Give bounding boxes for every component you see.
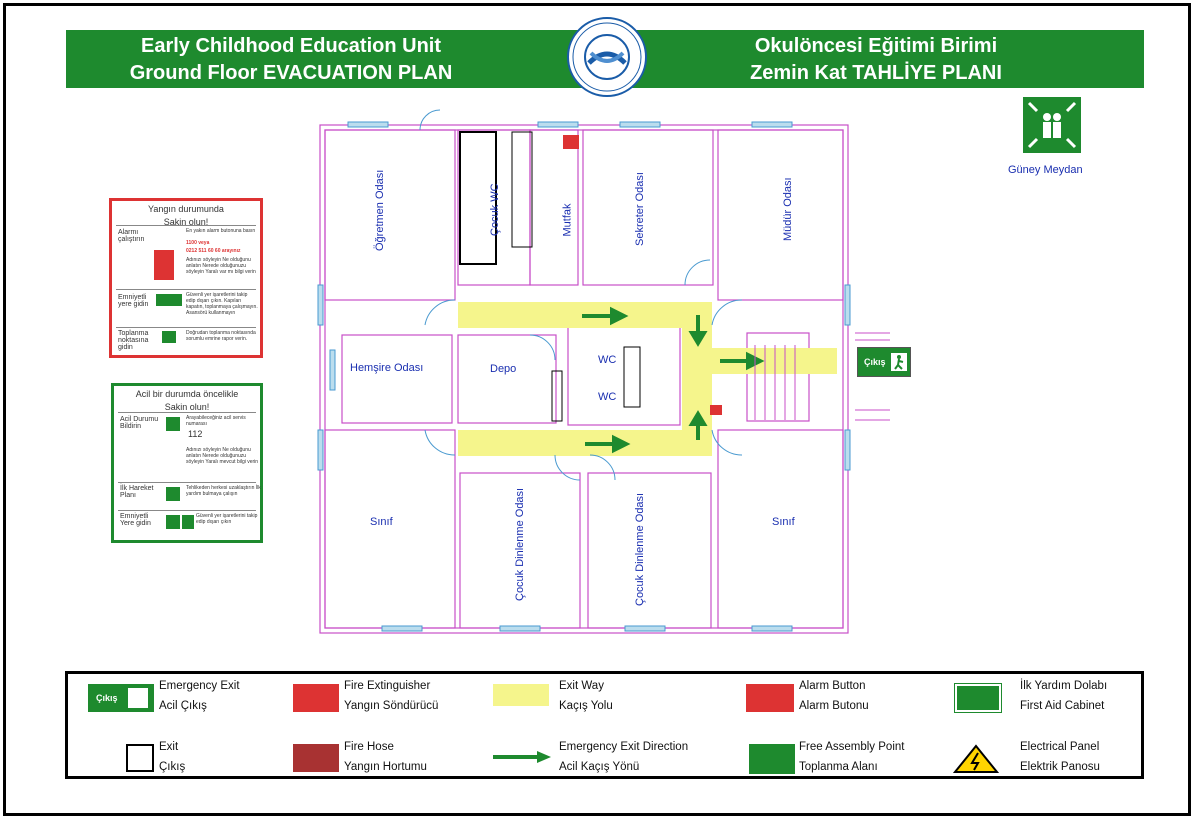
- assembly-point-sign: [1023, 97, 1081, 153]
- assembly-point-icon: [162, 331, 176, 343]
- fire-instructions-sign: [109, 198, 263, 358]
- legend-fire-ext-en: Fire Extinguisher: [344, 680, 431, 692]
- assembly-point-icon: [749, 744, 795, 774]
- red-sign-title1: Yangın durumunda: [148, 204, 224, 214]
- room-wc1: WC: [598, 354, 617, 366]
- green-r1-text2: Adınızı söyleyin Ne olduğunu anlatın Nerede olduğunuzu söyleyin Yaralı mevcut bilgi verin: [186, 447, 259, 465]
- room-wc2: WC: [598, 391, 617, 403]
- arrow-right-icon: [182, 515, 194, 529]
- room-sinif-left: Sınıf: [370, 516, 393, 528]
- green-r1-label: Acil Durumu Bildirin: [120, 416, 159, 430]
- green-r3-text: Güvenli yer işaretlerini takip edip dışarı çıkın: [196, 513, 258, 525]
- exit-icon: [126, 744, 154, 772]
- room-mudur: Müdür Odası: [782, 177, 794, 241]
- green-r2-text: Tehlikeden herkesi uzaklaştırın İlk yardım bulmaya çalışın: [186, 485, 261, 497]
- legend-emergency-exit-tr: Acil Çıkış: [159, 700, 207, 712]
- phone-icon: [166, 417, 180, 431]
- room-ogretmen: Öğretmen Odası: [374, 169, 386, 251]
- legend-exit-tr: Çıkış: [159, 761, 186, 773]
- alarm-button-icon: [746, 684, 794, 712]
- legend: [65, 671, 1144, 779]
- assembly-point-label: Güney Meydan: [1008, 164, 1083, 176]
- legend-exit-en: Exit: [159, 741, 179, 753]
- first-aid-cabinet-icon: [955, 684, 1001, 712]
- green-sign-title1: Acil bir durumda öncelikle: [135, 389, 239, 399]
- room-cocuk-dinlenme-2: Çocuk Dinlenme Odası: [634, 492, 646, 606]
- legend-first-aid-tr: İlk Yardım Dolabı: [1020, 680, 1108, 692]
- red-sign-title2: Sakin olun!: [163, 217, 209, 227]
- fire-extinguisher-icon: [293, 684, 339, 712]
- legend-first-aid-en: First Aid Cabinet: [1020, 700, 1105, 712]
- title-en-line2: Ground Floor EVACUATION PLAN: [129, 62, 453, 84]
- legend-exit-way-tr: Kaçış Yolu: [559, 700, 613, 712]
- room-hemsire: Hemşire Odası: [350, 362, 424, 374]
- legend-assembly-tr: Toplanma Alanı: [799, 761, 878, 773]
- room-depo: Depo: [490, 363, 517, 375]
- building-outline: [320, 125, 848, 633]
- room-cocuk-dinlenme-1: Çocuk Dinlenme Odası: [514, 487, 526, 601]
- legend-assembly-en: Free Assembly Point: [799, 741, 905, 753]
- title-tr-line2: Zemin Kat TAHLİYE PLANI: [750, 62, 1002, 84]
- alarm-button-icon: [154, 250, 174, 280]
- exit-direction-arrow-icon: [493, 750, 551, 764]
- red-r1-text2: Adınızı söyleyin Ne olduğunu anlatın Nerede olduğunuzu söyleyin Yaralı var mı bilgi verin: [186, 257, 256, 275]
- exit-sign: [857, 347, 911, 377]
- green-r1-text: Arayabileceğiniz acil servis numarası: [186, 415, 246, 427]
- legend-fire-ext-tr: Yangın Söndürücü: [344, 700, 439, 712]
- legend-exit-way-en: Exit Way: [559, 680, 604, 692]
- legend-exit-dir-en: Emergency Exit Direction: [559, 741, 689, 753]
- room-sinif-right: Sınıf: [772, 516, 795, 528]
- red-r1-phone2: 0212 511 60 60 arayınız: [186, 248, 241, 254]
- green-r2-label: İlk Hareket Planı: [120, 485, 154, 499]
- red-r3-label: Toplanma noktasına gidin: [118, 330, 149, 351]
- first-aid-icon: [166, 487, 180, 501]
- green-sign-title2: Sakin olun!: [164, 402, 210, 412]
- running-man-icon: [890, 352, 908, 372]
- legend-alarm-en: Alarm Button: [799, 680, 866, 692]
- room-cocuk-wc: Çocuk WC: [489, 183, 501, 236]
- room-sekreter: Sekreter Odası: [634, 172, 646, 246]
- red-r1-phone1: 1100 veya: [186, 240, 210, 246]
- fire-extinguisher-icon: [563, 135, 579, 149]
- exit-arrow-icon: [156, 294, 182, 306]
- red-r2-label: Emniyetli yere gidin: [118, 294, 149, 308]
- legend-fire-hose-tr: Yangın Hortumu: [344, 761, 427, 773]
- exit-sign-label: Çıkış: [864, 357, 886, 367]
- red-r1-label: Alarmı çalıştırın: [118, 229, 145, 243]
- running-man-icon: [166, 515, 180, 529]
- electrical-panel-icon: [953, 744, 999, 774]
- legend-alarm-tr: Alarm Butonu: [799, 700, 869, 712]
- legend-exit-dir-tr: Acil Kaçış Yönü: [559, 761, 640, 773]
- legend-elec-tr: Elektrik Panosu: [1020, 761, 1100, 773]
- red-r1-text: En yakın alarm butonuna basın: [186, 228, 256, 234]
- green-r3-label: Emniyetli Yere gidin: [120, 513, 151, 527]
- exit-way-path: [458, 302, 837, 456]
- legend-fire-hose-en: Fire Hose: [344, 741, 394, 753]
- windows: [318, 122, 850, 631]
- legend-elec-en: Electrical Panel: [1020, 741, 1100, 753]
- title-en-line1: Early Childhood Education Unit: [141, 35, 441, 57]
- exit-direction-arrows: [582, 310, 760, 450]
- legend-exit-badge: Çıkış: [96, 693, 118, 703]
- legend-emergency-exit-en: Emergency Exit: [159, 680, 240, 692]
- fire-hose-icon: [293, 744, 339, 772]
- alarm-button-icon: [710, 405, 722, 415]
- wc-fixtures: [460, 132, 640, 421]
- assembly-point-icon: [1023, 97, 1081, 153]
- emergency-exit-icon: [88, 684, 154, 712]
- green-r1-number: 112: [188, 429, 203, 439]
- title-tr-line1: Okulöncesi Eğitimi Birimi: [754, 35, 998, 57]
- red-r3-text: Doğrudan toplanma noktasında sorumlu emrine rapor verin.: [186, 330, 256, 342]
- room-mutfak: Mutfak: [561, 203, 574, 237]
- exit-way-swatch: [493, 684, 549, 706]
- emergency-instructions-sign: [111, 383, 263, 543]
- red-r2-text: Güvenli yer işaretlerini takip edip dışarı çıkın. Kapıları kapatın, toplanmaya çalışmayın. Asansörü kullanmayın: [186, 292, 258, 316]
